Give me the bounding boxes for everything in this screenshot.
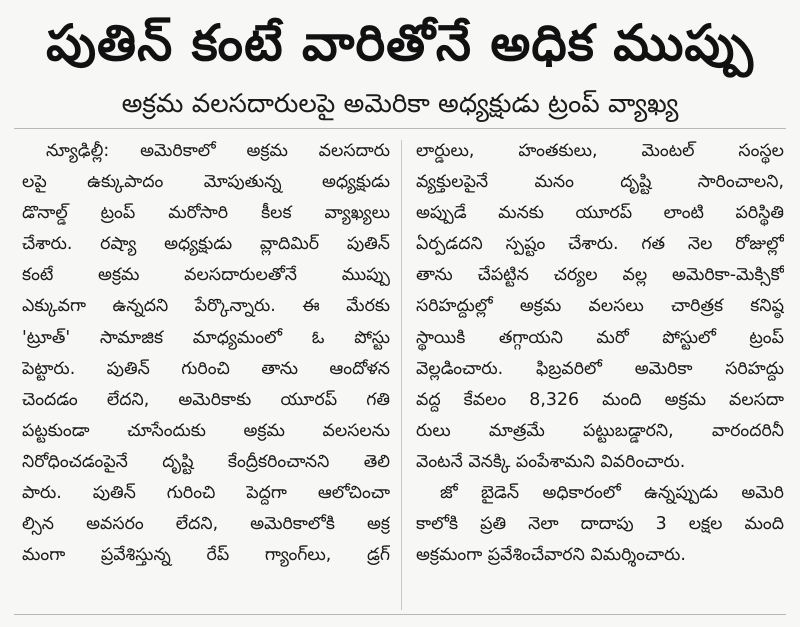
body-line: న్యూఢిల్లీ: అమెరికాలో అక్రమ వలసదారు [46,141,390,161]
bottom-rule [14,614,786,615]
body-line: కాలోకి ప్రతి నెలా దాదాపు 3 లక్షల మంది [416,514,784,535]
body-line: లార్డులు, హంతకులు, మెంటల్ సంస్థల [416,141,784,161]
body-line: అప్పుడే మనకు యూరప్ లాంటి పరిస్థితి [416,203,784,224]
body-line: వ్యక్తులపైనే మనం దృష్టి సారించాలని, [416,172,784,193]
body-line: చేశారు. రష్యా అధ్యక్షుడు వ్లాదిమిర్ పుతిన్ [22,234,390,255]
body-line: జో బైడెన్ అధికారంలో ఉన్నప్పుడు అమెరి [440,483,784,504]
body-line: పారు. పుతిన్ గురించి పెద్దగా ఆలోచించా [22,483,390,504]
body-line: పట్టకుండా చూసేందుకు అక్రమ వలసలను [22,420,390,441]
body-line: లపై ఉక్కుపాదం మోపుతున్న అధ్యక్షుడు [22,172,390,193]
body-line: నిరోధించడంపైనే దృష్టి కేంద్రీకరించానని తెలి [22,451,390,472]
body-line: వద్ద కేవలం 8,326 మంది అక్రమ వలసదా [416,389,784,410]
article-subheadline: అక్రమ వలసదారులపై అమెరికా అధ్యక్షుడు ట్రంప్ వ్యాఖ్య [121,89,679,119]
left-column [22,136,390,571]
body-line: ల్సిన అవసరం లేదని, అమెరికాలోకి అక్ర [22,514,390,535]
body-line: అక్రమంగా ప్రవేశించేవారని విమర్శించారు. [416,545,686,566]
body-line: స్థాయికి తగ్గాయని మరో పోస్టులో ట్రంప్ [416,327,784,348]
body-line: వెల్లడించారు. ఫిబ్రవరిలో అమెరికా సరిహద్దు [416,358,784,379]
column-divider [401,140,402,610]
top-rule [14,128,786,129]
body-line: కంటే అక్రమ వలసదారులతోనే ముప్పు [22,265,390,286]
body-line: పెట్టారు. పుతిన్ గురించి తాను ఆందోళన [22,358,390,379]
body-line: ఏర్పడదని స్పష్టం చేశారు. గత నెల రోజుల్లో [416,234,784,255]
body-line: ఎక్కువగా ఉన్నదని పేర్కొన్నారు. ఈ మేరకు [22,296,390,317]
body-line: రులు మాత్రమే పట్టుబడ్డారని, వారందరినీ [416,420,784,441]
body-line: తాను చేపట్టిన చర్యల వల్ల అమెరికా-మెక్సికో [416,265,784,286]
body-line: సరిహద్దుల్లో అక్రమ వలసలు చారిత్రక కనిష్ఠ [416,296,784,317]
body-line: మంగా ప్రవేశిస్తున్న రేప్ గ్యాంగ్‌లు, డ్రగ్ [22,545,390,566]
body-line: చెందడం లేదని, అమెరికాకు యూరప్ గతి [22,389,390,410]
article-headline: పుతిన్ కంటే వారితోనే అధిక ముప్పు [46,14,754,72]
body-line: వెంటనే వెనక్కి పంపేశామని వివరించారు. [416,451,686,472]
body-line: 'ట్రూత్' సామాజిక మాధ్యమంలో ఓ పోస్టు [22,327,390,348]
right-column [416,136,784,571]
body-line: డొనాల్డ్ ట్రంప్ మరోసారి కీలక వ్యాఖ్యలు [22,203,390,224]
